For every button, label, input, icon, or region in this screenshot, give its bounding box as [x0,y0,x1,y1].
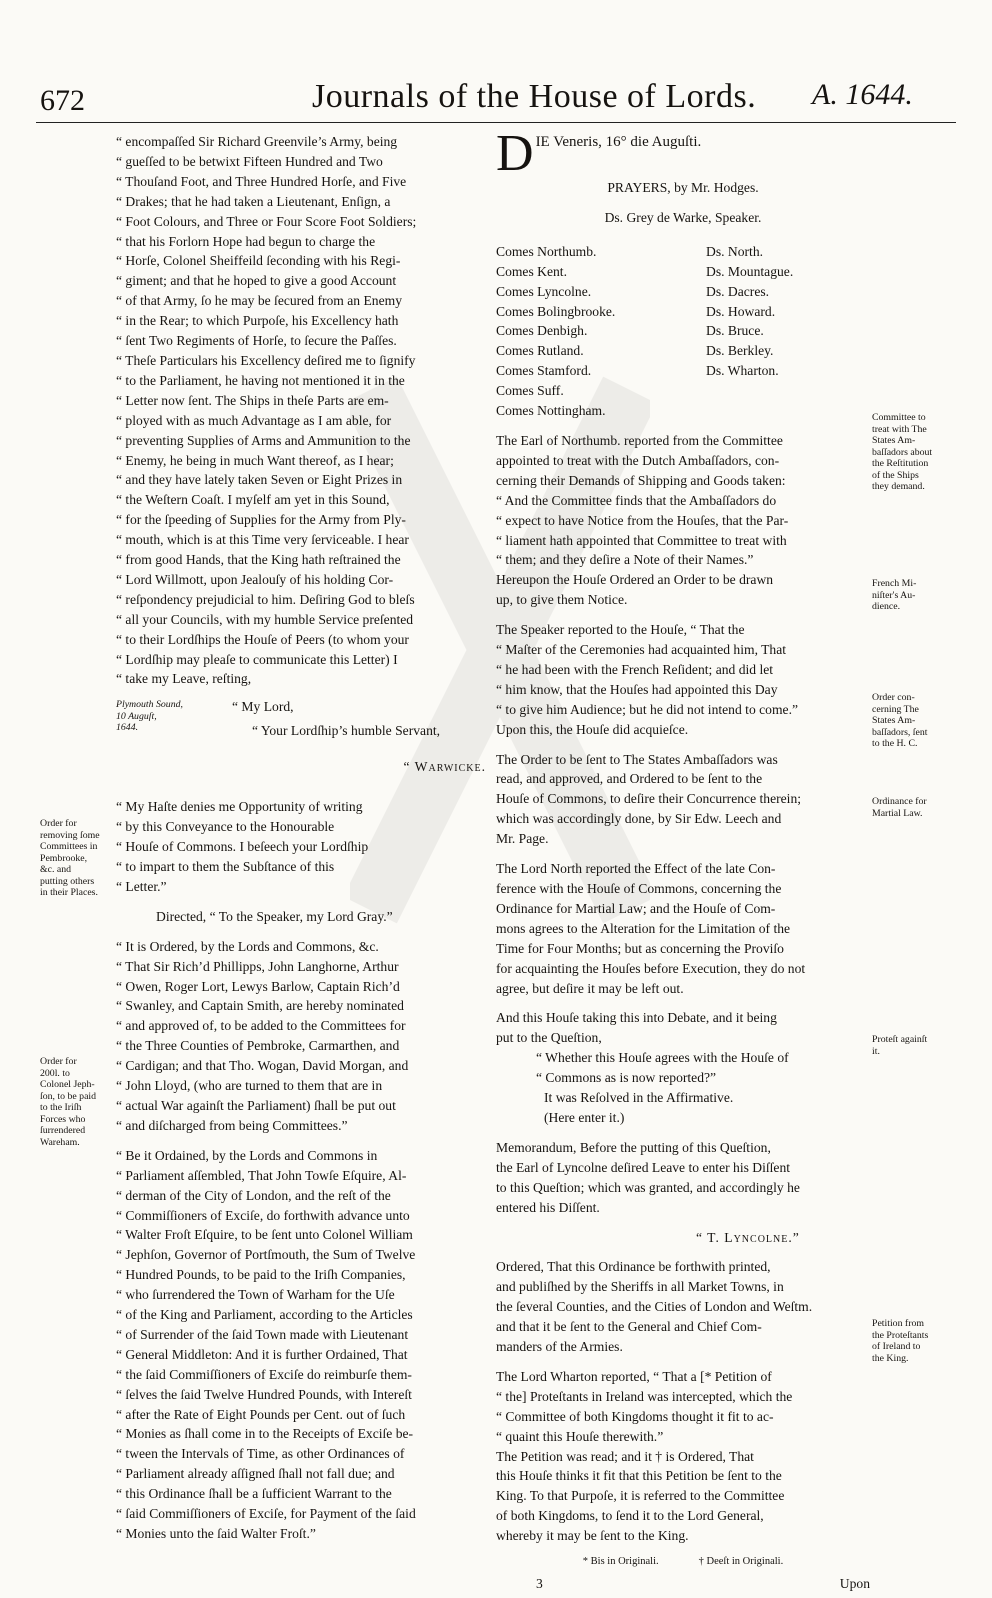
text-line: “ Thouſand Foot, and Three Hundred Horſe, and Five [116,173,407,189]
margin-note-line: ſurrendered [40,1125,86,1136]
text-line: “ from good Hands, that the King hath reſtrained the [116,552,401,568]
footnotes [496,1552,870,1572]
text-line: “ Parliament already aſſigned ſhall not fall due; and [116,1466,395,1482]
margin-note-dutch [872,412,958,493]
attendee-name: Comes Bolingbrooke. [496,303,616,319]
text-line: to this Queſtion; which was granted, and accordingly he [496,1179,800,1195]
header-rule [36,122,956,123]
text-line: “ him know, that the Houſes had appointed this Day [496,681,778,697]
question-text [496,1048,870,1088]
para-martial-law [496,859,870,998]
text-line: The Order to be ſent to The States Ambaſſadors was [496,751,778,767]
text-line: “ and diſcharged from being Committees.” [116,1117,348,1133]
text-line: “ Walter Froſt Eſquire, to be ſent unto Colonel William [116,1227,413,1243]
margin-note-line: 200l. to [40,1067,70,1079]
text-line: whereby it may be ſent to the King. [496,1528,689,1544]
page-number: 672 [40,84,85,117]
margin-note-line: States Am- [872,435,916,446]
margin-note-line: Order for [40,1056,77,1067]
margin-note-line: &c. and [40,864,72,875]
text-line: “ General Middleton: And it is further Ordained, That [116,1346,408,1362]
text-line: up, to give them Notice. [496,592,628,608]
signature-mark: 3 [536,1576,543,1591]
text-line: the Earl of Lyncolne deſired Leave to enter his Diſſent [496,1159,791,1175]
speaker-line: Ds. Grey de Warke, Speaker. [604,209,762,225]
text-line: “ Houſe of Commons. I beſeech your Lordſhip [116,839,369,855]
date-heading: D IE Veneris, 16° die Auguſti. [496,125,702,182]
text-line: “ Owen, Roger Lort, Lewys Barlow, Captain Rich’d [116,978,400,994]
margin-note-line: removing ſome [40,829,100,841]
margin-note-line: ſon, to be paid [40,1090,97,1102]
text-line: “ of the King and Parliament, according to the Articles [116,1307,413,1323]
text-line: manders of the Armies. [496,1339,623,1355]
text-line: “ Drakes; that he had taken a Lieutenant, Enſign, a [116,193,391,209]
ordinance-jephson [116,1146,486,1544]
text-line: “ Jephſon, Governor of Portſmouth, the Sum of Twelve [116,1247,416,1263]
margin-note-line: baſſadors about [872,446,933,458]
letter-directed: Directed, “ To the Speaker, my Lord Gray.” [156,908,393,924]
margin-note-line: Petition from [872,1318,924,1329]
margin-note-line: they demand. [872,481,925,492]
letter-signature: “ Warwicke. [403,759,486,775]
margin-note-line: in their Places. [40,887,98,898]
attendee-name: Comes Denbigh. [496,323,588,339]
margin-note-line: Committee to [872,412,926,423]
text-line: “ expect to have Notice from the Houſes, that the Par- [496,512,789,528]
para-states-ambassadors [496,750,870,850]
margin-note-line: of the Ships [872,469,919,481]
margin-note-line: Colonel Jeph- [40,1079,95,1090]
text-line: “ John Lloyd, (who are turned to them that are in [116,1078,383,1094]
text-line: “ Lordſhip may pleaſe to communicate this Letter) I [116,651,398,667]
margin-note-line: Pembrooke, [40,852,88,864]
margin-note-line: cerning The [872,703,919,715]
margin-note-line: Martial Law. [872,807,923,819]
text-line: “ who ſurrendered the Town of Warham for the Uſe [116,1287,395,1303]
text-line: which was accordingly done, by Sir Edw. Leech and [496,811,782,827]
margin-note-line: niſter's Au- [872,589,916,601]
text-line: “ Letter now ſent. The Ships in theſe Parts are em- [116,392,389,408]
text-line: “ preventing Supplies of Arms and Ammunition to the [116,432,411,448]
letter-salutation: “ My Lord, [232,699,294,715]
text-line: “ Committee of both Kingdoms thought it fit to ac- [496,1408,774,1424]
right-column [496,125,870,1598]
text-line: “ Hundred Pounds, to be paid to the Iriſh Companies, [116,1267,406,1283]
margin-note-line: States Am- [872,715,916,726]
text-line: “ quaint this Houſe therewith.” [496,1428,664,1444]
here-enter-line: (Here enter it.) [544,1109,625,1125]
text-line: entered his Diſſent. [496,1199,600,1215]
text-line: “ Be it Ordained, by the Lords and Commons in [116,1147,378,1163]
attendee-name: Comes Lyncolne. [496,283,592,299]
text-line: cerning their Demands of Shipping and Goods taken: [496,472,786,488]
text-line: “ Cardigan; and that Tho. Wogan, David Morgan, and [116,1058,409,1074]
text-line: “ ſaid Commiſſioners of Exciſe, for Payment of the ſaid [116,1506,416,1522]
text-line: of both Kingdoms, to ſend it to the Lord General, [496,1508,764,1524]
margin-note-line: putting others [40,875,95,887]
para-dutch-ambassadors [496,431,870,610]
letter-closing-line: “ Your Lordſhip’s humble Servant, [252,723,441,739]
text-line: “ encompaſſed Sir Richard Greenvile’s Army, being [116,134,398,149]
text-line: for acquainting the Houſes before Execution, they do not [496,960,806,976]
text-line: “ tween the Intervals of Time, as other Ordinances of [116,1446,405,1462]
text-line: “ And the Committee finds that the Ambaſſadors do [496,492,777,508]
text-line: and that it be ſent to the General and Chief Com- [496,1319,762,1335]
text-line: “ of that Army, ſo he may be ſecured from an Enemy [116,293,402,309]
attendee-name: Ds. Mountague. [706,263,794,279]
attendee-name: Ds. Howard. [706,303,776,319]
margin-note-protest [872,1034,958,1057]
attendee-name: Comes Northumb. [496,243,597,259]
page-year: A. 1644. [812,78,913,111]
text-line: “ to give him Audience; but he did not intend to come.” [496,701,799,717]
footnote-bis: * Bis in Originali. [582,1556,659,1568]
text-line: “ Letter.” [116,878,167,894]
margin-note-line: Proteſt againſt [872,1034,928,1045]
attendee-name: Comes Suff. [496,383,564,399]
text-line: “ that his Forlorn Hope had begun to charge the [116,233,376,249]
prayers-line: PRAYERS, by Mr. Hodges. [607,180,759,195]
left-column [116,132,486,1544]
text-line: Houſe of Commons, to deſire their Concurrence therein; [496,791,802,807]
para-french-resident [496,620,870,739]
attendee-name: Ds. North. [706,243,764,259]
margin-note-line: Order for [40,818,77,829]
text-line: “ gueſſed to be betwixt Fifteen Hundred and Two [116,153,383,169]
attendee-name: Comes Nottingham. [496,403,606,419]
page-footer [496,1574,870,1598]
text-line: “ this Ordinance ſhall be a ſufficient Warrant to the [116,1486,392,1502]
margin-note-line: Wareham. [40,1136,80,1148]
attendee-name: Comes Kent. [496,263,567,279]
attendee-name: Comes Stamford. [496,363,592,379]
text-line: “ actual War againſt the Parliament) ſhall be put out [116,1097,396,1113]
comes-list [496,242,686,421]
text-line: The Earl of Northumb. reported from the Committee [496,432,783,448]
footnote-deest: † Deeſt in Originali. [698,1556,784,1568]
text-line: “ take my Leave, reſting, [116,671,252,687]
text-line: mons agrees to the Alteration for the Limitation of the [496,920,791,936]
text-line: this Houſe thinks it fit that this Petition be ſent to the [496,1468,782,1484]
attendee-name: Ds. Bruce. [706,323,764,339]
margin-note-line: baſſadors, ſent [872,726,928,738]
text-line: “ to their Lordſhips the Houſe of Peers (to whom your [116,631,409,647]
text-line: “ all your Councils, with my humble Service preſented [116,611,414,627]
text-line: Upon this, the Houſe did acquieſce. [496,721,689,737]
letter-closing [116,697,486,757]
margin-note-line: to the Iriſh [40,1102,82,1113]
text-line: King. To that Purpoſe, it is referred to the Committee [496,1488,785,1504]
para-debate [496,1008,870,1048]
margin-note-line: Committees in [40,841,98,852]
text-line: “ Foot Colours, and Three or Four Score Foot Soldiers; [116,213,417,229]
text-line: “ It is Ordered, by the Lords and Commons, &c. [116,938,379,954]
letter-dateline: Plymouth Sound, 10 Auguſt, 1644. [116,699,183,734]
text-line: Hereupon the Houſe Ordered an Order to be drawn [496,572,774,588]
text-line: Ordered, That this Ordinance be forthwith printed, [496,1259,771,1275]
margin-note-martial [872,796,958,819]
text-line: “ for the ſpeeding of Supplies for the Army from Ply- [116,512,406,528]
text-line: ference with the Houſe of Commons, concerning the [496,881,782,896]
text-line: “ by this Conveyance to the Honourable [116,819,335,835]
catchword: Upon [839,1576,870,1591]
margin-note-line: Ordinance for [872,796,927,807]
text-line: “ and approved of, to be added to the Committees for [116,1018,406,1034]
margin-note-line: the Reſtitution [872,458,929,469]
text-line: “ Lord Willmott, upon Jealouſy of his holding Cor- [116,571,394,587]
margin-note-petition [872,1318,958,1364]
margin-note-line: treat with The [872,423,927,435]
margin-note-line: French Mi- [872,578,917,589]
letter-postscript [116,797,486,897]
para-ordered-print [496,1257,870,1357]
text-line: “ Enemy, he being in much Want thereof, as I hear; [116,452,394,468]
text-line: “ Maſter of the Ceremonies had acquainted him, That [496,642,787,658]
text-line: The Speaker reported to the Houſe, “ That the [496,622,745,638]
text-line: Ordinance for Martial Law; and the Houſe of Com- [496,900,776,916]
margin-note-line: the Proteſtants [872,1329,929,1341]
domini-list [706,242,856,421]
attendee-name: Ds. Berkley. [706,343,774,359]
text-line: the ſeveral Counties, and the Cities of London and Weſtm. [496,1299,813,1315]
text-line: “ My Haſte denies me Opportunity of writing [116,799,363,815]
text-line: “ Parliament aſſembled, That John Towſe Eſquire, Al- [116,1167,407,1183]
text-line: “ mouth, which is at this Time very ſerviceable. I hear [116,532,409,548]
text-line: “ in the Rear; to which Purpoſe, his Excellency hath [116,313,399,329]
text-line: The Petition was read; and it † is Ordered, That [496,1448,754,1464]
text-line: “ That Sir Rich’d Phillipps, John Langhorne, Arthur [116,958,399,974]
text-line: “ the Weſtern Coaſt. I myſelf am yet in this Sound, [116,492,390,508]
letter-body [116,132,486,689]
text-line: “ and they have lately taken Seven or Eight Prizes in [116,472,403,488]
text-line: “ liament hath appointed that Committee to treat with [496,532,787,548]
text-line: “ to the Parliament, he having not mentioned it in the [116,372,405,388]
text-line: Mr. Page. [496,831,549,847]
text-line: “ giment; and that he hoped to give a good Account [116,273,397,289]
text-line: “ Whether this Houſe agrees with the Houſe of [536,1050,789,1066]
resolved-line: It was Reſolved in the Affirmative. [544,1090,734,1106]
text-line: and publiſhed by the Sheriffs in all Market Towns, in [496,1279,784,1295]
text-line: And this Houſe taking this into Debate, and it being [496,1010,777,1026]
text-line: “ the Three Counties of Pembroke, Carmarthen, and [116,1038,400,1054]
text-line: “ he had been with the French Reſident; and did let [496,661,774,677]
text-line: “ derman of the City of London, and the reſt of the [116,1187,391,1203]
attendance-list [496,242,870,421]
para-wharton-petition [496,1367,870,1546]
margin-note-french [872,578,958,613]
margin-note-line: Forces who [40,1113,86,1125]
text-line: “ ſent Two Regiments of Horſe, to ſecure the Paſſes. [116,333,397,349]
text-line: “ ſelves the ſaid Twelve Hundred Pounds, with Intereſt [116,1386,412,1402]
margin-note-committees [40,818,112,899]
attendee-name: Comes Rutland. [496,343,584,359]
drop-cap: D [496,125,534,182]
attendee-name: Ds. Dacres. [706,283,770,299]
text-line: The Lord North reported the Effect of the late Con- [496,861,776,877]
margin-note-line: Order con- [872,692,915,703]
text-line: “ reſpondency prejudicial to him. Deſiring God to bleſs [116,591,415,607]
text-line: “ Swanley, and Captain Smith, are hereby nominated [116,998,404,1014]
para-memorandum [496,1138,870,1218]
text-line: put to the Queſtion, [496,1030,602,1046]
text-line: Memorandum, Before the putting of this Queſtion, [496,1139,771,1155]
margin-note-states [872,692,958,750]
margin-note-line: to the H. C. [872,738,918,749]
text-line: “ Commiſſioners of Exciſe, do forthwith advance unto [116,1207,410,1223]
text-line: “ to impart to them the Subſtance of this [116,859,335,874]
attendee-name: Ds. Wharton. [706,363,779,379]
text-line: “ the] Proteſtants in Ireland was intercepted, which the [496,1388,793,1404]
margin-note-jephson [40,1056,112,1148]
margin-note-line: of Ireland to [872,1341,921,1352]
margin-note-line: dience. [872,601,901,612]
lyncolne-signature: “ T. Lyncolne.” [696,1229,800,1245]
text-line: read, and approved, and Ordered to be ſent to the [496,771,763,787]
text-line: “ after the Rate of Eight Pounds per Cent. out of ſuch [116,1406,406,1422]
text-line: “ ployed with as much Advantage as I am able, for [116,412,392,428]
text-line: “ of Surrender of the ſaid Town made with Lieutenant [116,1326,409,1342]
text-line: “ the ſaid Commiſſioners of Exciſe do reimburſe them- [116,1366,412,1382]
page-title: Journals of the House of Lords. [312,78,757,115]
margin-note-line: it. [872,1045,880,1057]
text-line: “ them; and they deſire a Note of their Names.” [496,552,754,568]
text-line: appointed to treat with the Dutch Ambaſſadors, con- [496,452,780,468]
text-line: “ Monies unto the ſaid Walter Froſt.” [116,1526,316,1541]
order-committees [116,937,486,1136]
text-line: The Lord Wharton reported, “ That a [* Petition of [496,1368,772,1384]
text-line: “ Theſe Particulars his Excellency deſired me to ſignify [116,352,416,368]
text-line: agree, but deſire it may be left out. [496,980,684,996]
text-line: “ Monies as ſhall come in to the Receipts of Exciſe be- [116,1426,414,1442]
margin-note-line: the King. [872,1352,909,1364]
text-line: “ Commons as is now reported?” [536,1070,717,1086]
text-line: “ Horſe, Colonel Sheiffeild ſeconding with his Regi- [116,253,401,269]
text-line: Time for Four Months; but as concerning the Proviſo [496,940,784,956]
